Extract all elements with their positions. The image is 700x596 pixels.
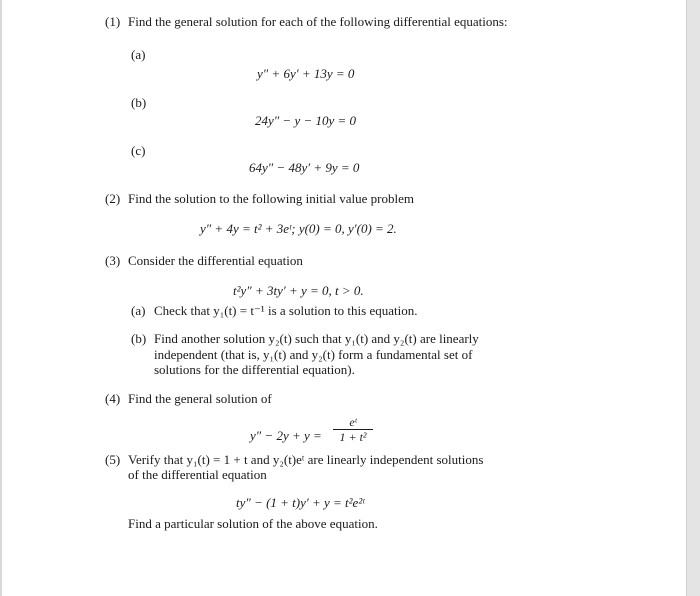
q5-final-instruction: Find a particular solution of the above equation. <box>128 516 378 531</box>
q1a-label: (a) <box>131 47 146 62</box>
viewer-scrollbar-track[interactable] <box>686 0 700 596</box>
q3a-text: Check that y₁(t) = t⁻¹ is a solution to this equation. <box>154 303 418 318</box>
q3b-line-2: independent (that is, y₁(t) and y₂(t) form a fundamental set of <box>154 347 473 362</box>
q1-number: (1) <box>105 14 121 29</box>
q2-number: (2) <box>105 191 121 206</box>
q1b-equation: 24y″ − y − 10y = 0 <box>255 113 357 128</box>
q4-fraction <box>333 416 373 444</box>
q1b-label: (b) <box>131 95 147 110</box>
q4-lhs: y″ − 2y + y = <box>250 428 322 443</box>
q4-fraction-denominator: 1 + t² <box>339 430 367 444</box>
q1c-label: (c) <box>131 143 146 158</box>
q5-number: (5) <box>105 452 121 467</box>
q3a-label: (a) <box>131 303 146 318</box>
q2-prompt: Find the solution to the following initial value problem <box>128 191 414 206</box>
q2-equation: y″ + 4y = t² + 3eᵗ; y(0) = 0, y′(0) = 2. <box>200 221 397 236</box>
q3-number: (3) <box>105 253 121 268</box>
q5-line-2: of the differential equation <box>128 467 267 482</box>
q1a-equation: y″ + 6y′ + 13y = 0 <box>257 66 355 81</box>
q3b-label: (b) <box>131 331 147 346</box>
q3b-line-1: Find another solution y₂(t) such that y₁(t) and y₂(t) are linearly <box>154 331 479 346</box>
q4-fraction-numerator: eᵗ <box>349 415 357 429</box>
q3-prompt: Consider the differential equation <box>128 253 303 268</box>
q5-line-1: Verify that y₁(t) = 1 + t and y₂(t)eᵗ are linearly independent solutions <box>128 452 484 467</box>
q1c-equation: 64y″ − 48y′ + 9y = 0 <box>249 160 360 175</box>
q3-equation: t²y″ + 3ty′ + y = 0, t > 0. <box>233 283 364 298</box>
q4-prompt: Find the general solution of <box>128 391 272 406</box>
q4-number: (4) <box>105 391 121 406</box>
page-left-edge <box>0 0 2 596</box>
q5-equation: ty″ − (1 + t)y′ + y = t²e²ᵗ <box>236 495 365 510</box>
q3b-line-3: solutions for the differential equation). <box>154 362 355 377</box>
q1-prompt: Find the general solution for each of the following differential equations: <box>128 14 508 29</box>
